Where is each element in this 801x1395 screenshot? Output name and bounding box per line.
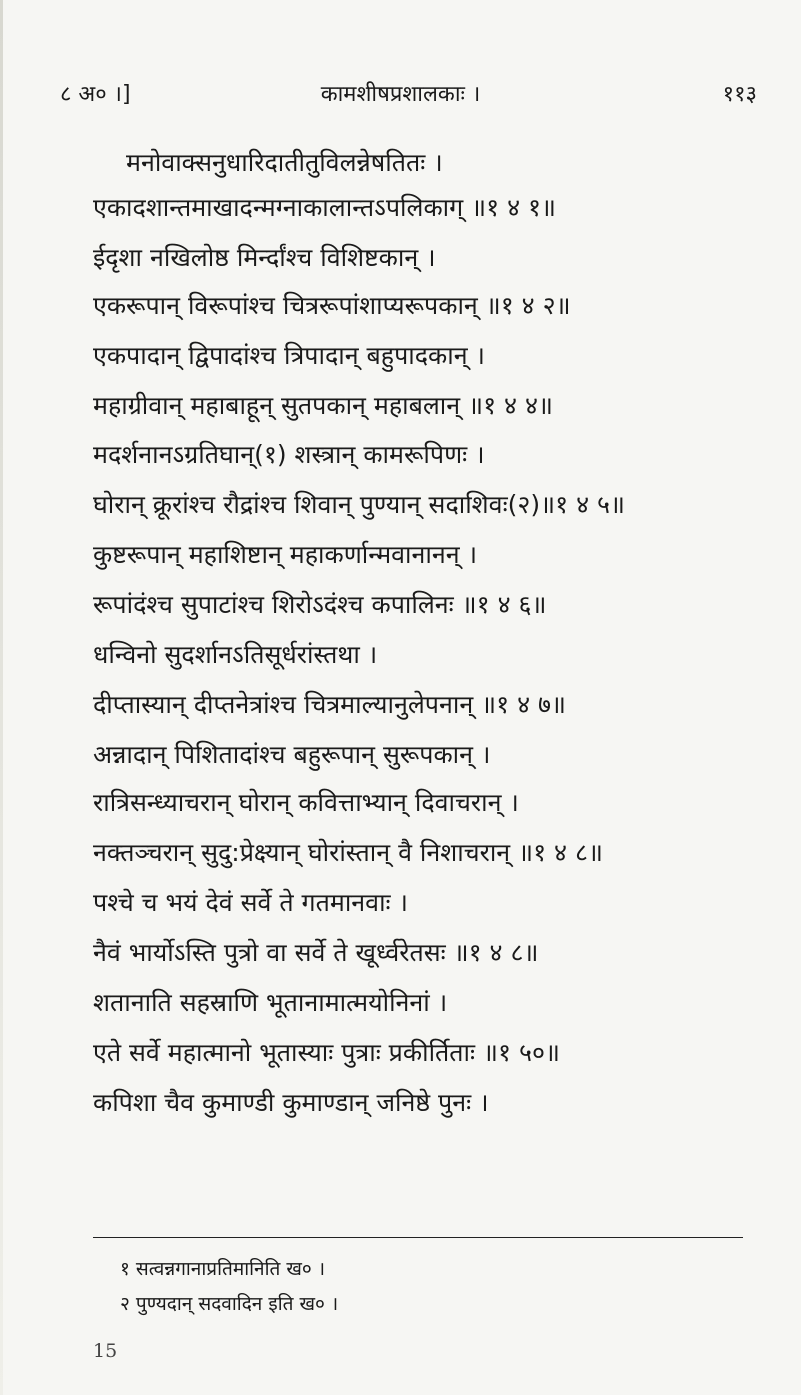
verse-line: पश्चे च भयं देवं सर्वे ते गतमानवाः । — [93, 888, 409, 917]
footnote: २ पुण्यदान् सदवादिन इति ख० । — [120, 1293, 339, 1315]
verse-line: कुष्टरूपान् महाशिष्टान् महाकर्णान्मवानानन् । — [93, 540, 478, 569]
chapter-ref: ८ अ० ।] — [60, 82, 131, 107]
page-edge — [0, 0, 3, 1395]
footnote: १ सत्वन्नगानाप्रतिमानिति ख० । — [120, 1258, 326, 1280]
verse-line: ईदृशा नखिलोष्ठ मिर्न्दांश्च विशिष्टकान् । — [93, 243, 436, 272]
verse-line: एते सर्वे महात्मानो भूतास्याः पुत्राः प्रकीर्तिताः ॥१ ५०॥ — [93, 1038, 560, 1067]
verse-line: कपिशा चैव कुमाण्डी कुमाण्डान् जनिष्ठे पुनः । — [93, 1088, 489, 1117]
verse-line: एकरूपान् विरूपांश्च चित्ररूपांशाप्यरूपकान् ॥१ ४ २॥ — [93, 291, 571, 320]
verse-line: महाग्रीवान् महाबाहून् सुतपकान् महाबलान् ॥१ ४ ४॥ — [93, 391, 553, 420]
verse-line: शतानाति सहस्राणि भूतानामात्मयोनिनां । — [93, 988, 448, 1017]
verse-line: अन्नादान् पिशितादांश्च बहुरूपान् सुरूपकान् । — [93, 740, 491, 769]
verse-line: रात्रिसन्ध्याचरान् घोरान् कवित्ताभ्यान् दिवाचरान् । — [93, 788, 519, 817]
verse-line: धन्विनो सुदर्शानऽतिसूर्धरांस्तथा । — [93, 640, 378, 669]
verse-line: नक्तञ्चरान् सुदु:प्रेक्ष्यान् घोरांस्तान् वै निशाचरान् ॥१ ४ ८॥ — [93, 838, 603, 867]
verse-line: मदर्शनानऽग्रतिघान्(१) शस्त्रान् कामरूपिणः । — [93, 440, 485, 469]
verse-line: मनोवाक्सनुधारिदातीतुविलन्नेषतितः । — [126, 148, 443, 177]
folio-number: ११३ — [722, 82, 757, 107]
verse-line: दीप्तास्यान् दीप्तनेत्रांश्च चित्रमाल्यानुलेपनान् ॥१ ४ ७॥ — [93, 690, 567, 719]
verse-line: एकादशान्तमाखादन्मग्नाकालान्तऽपलिकाग् ॥१ ४ १॥ — [93, 193, 556, 222]
running-header — [0, 78, 801, 118]
footnote-rule — [93, 1237, 743, 1238]
verse-line: रूपांदंश्च सुपाटांश्च शिरोऽदंश्च कपालिनः ॥१ ४ ६॥ — [93, 590, 547, 619]
verse-line: नैवं भार्योऽस्ति पुत्रो वा सर्वे ते खूर्ध्वरेतसः ॥१ ४ ८॥ — [93, 938, 539, 967]
running-title: कामशीषप्रशालकाः । — [320, 82, 481, 107]
verse-line: घोरान् क्रूरांश्च रौद्रांश्च शिवान् पुण्यान् सदाशिवः(२)॥१ ४ ५॥ — [93, 490, 625, 519]
verse-line: एकपादान् द्विपादांश्च त्रिपादान् बहुपादकान् । — [93, 341, 485, 370]
page-number: 15 — [93, 1340, 118, 1362]
